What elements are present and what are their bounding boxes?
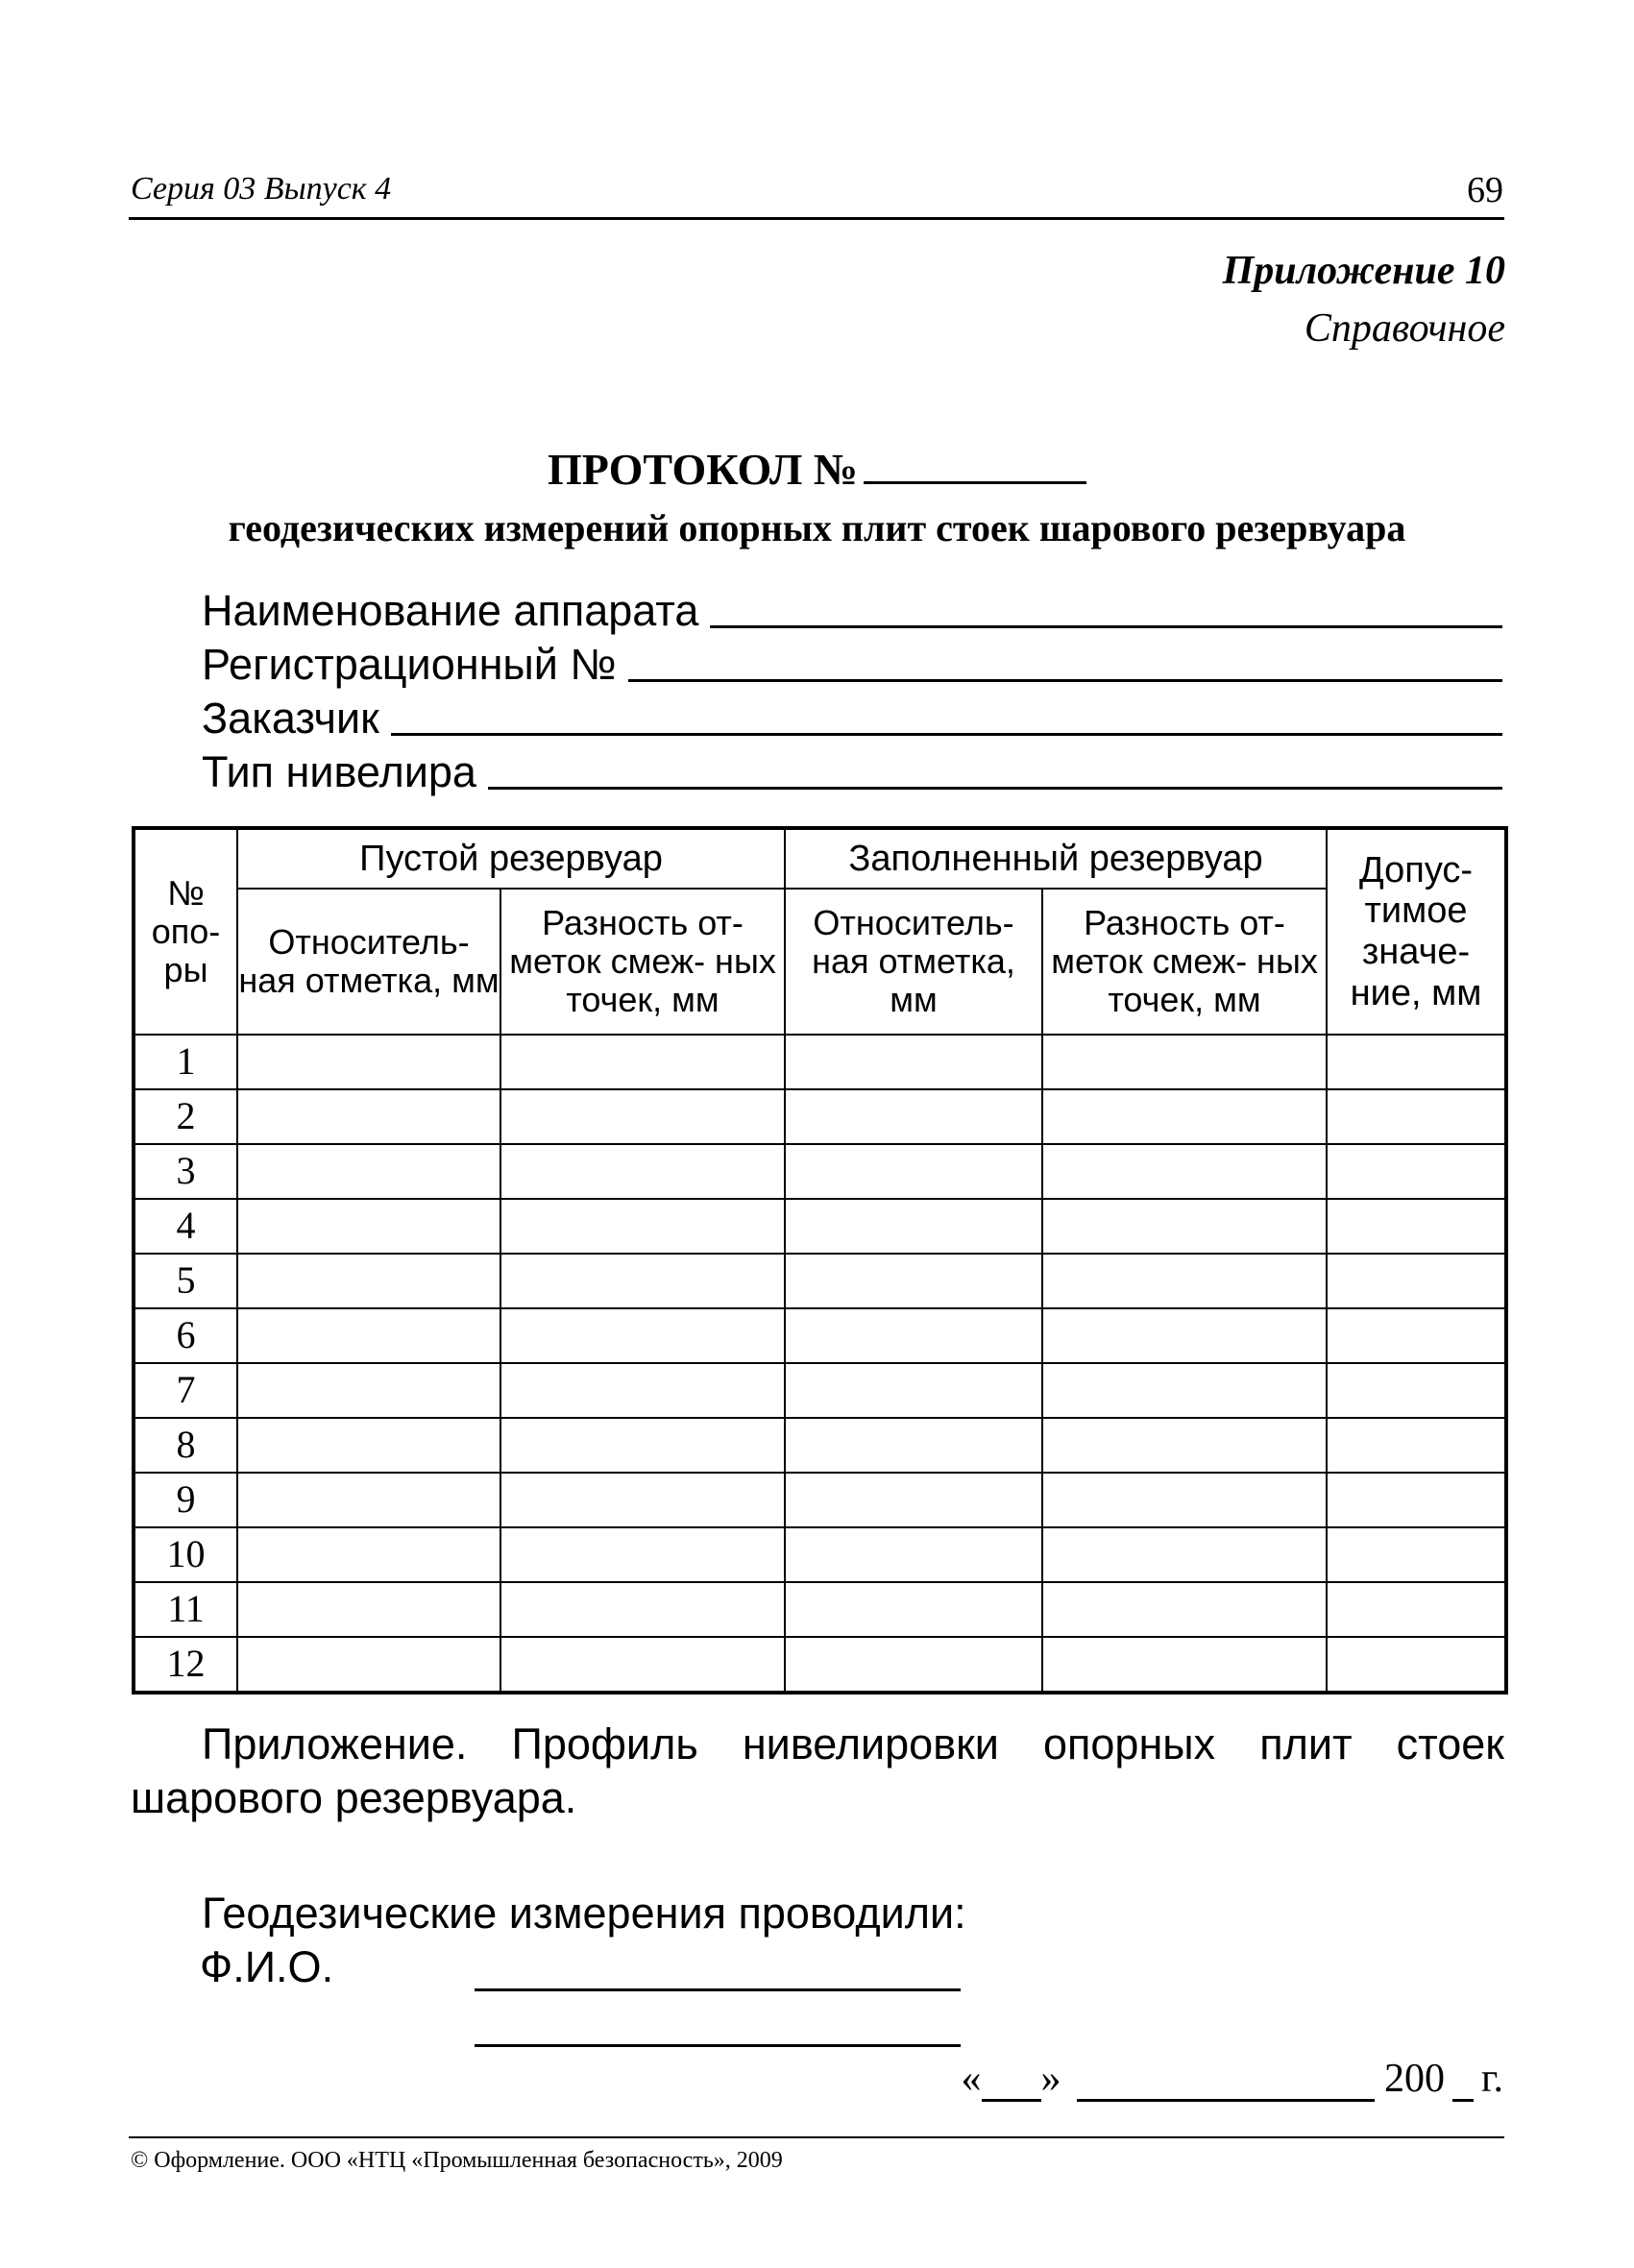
field-label: Регистрационный № xyxy=(202,640,617,689)
empty-cell xyxy=(500,1254,785,1308)
year-prefix: 200 xyxy=(1384,2057,1445,2101)
empty-cell xyxy=(785,1144,1042,1199)
empty-cell xyxy=(500,1035,785,1089)
signature-line xyxy=(475,2044,961,2047)
support-number-cell: 4 xyxy=(134,1199,237,1254)
empty-cell xyxy=(237,1473,500,1527)
empty-cell xyxy=(1042,1582,1327,1637)
support-number-cell: 7 xyxy=(134,1363,237,1418)
table-row xyxy=(134,1363,1506,1418)
empty-cell xyxy=(1327,1089,1506,1144)
col-empty-mark-difference: Разность от- меток смеж- ных точек, мм xyxy=(500,889,785,1035)
field-label: Заказчик xyxy=(202,694,379,743)
page-number: 69 xyxy=(1467,170,1503,210)
protocol-title xyxy=(0,444,1634,495)
empty-cell xyxy=(785,1035,1042,1089)
empty-cell xyxy=(237,1199,500,1254)
table-row xyxy=(134,1527,1506,1582)
measurements-table xyxy=(132,826,1508,1695)
empty-cell xyxy=(1042,1035,1327,1089)
field-customer xyxy=(202,690,1502,743)
empty-cell xyxy=(1327,1308,1506,1363)
empty-cell xyxy=(1042,1199,1327,1254)
empty-cell xyxy=(1327,1199,1506,1254)
empty-cell xyxy=(785,1582,1042,1637)
table-row xyxy=(134,1254,1506,1308)
empty-cell xyxy=(500,1527,785,1582)
empty-cell xyxy=(237,1527,500,1582)
support-number-cell: 5 xyxy=(134,1254,237,1308)
empty-cell xyxy=(237,1418,500,1473)
empty-cell xyxy=(500,1089,785,1144)
table-row xyxy=(134,1582,1506,1637)
empty-cell xyxy=(237,1089,500,1144)
support-number-cell: 12 xyxy=(134,1637,237,1693)
col-support-number: № опо- ры xyxy=(134,828,237,1035)
empty-cell xyxy=(785,1308,1042,1363)
field-label: Тип нивелира xyxy=(202,747,476,796)
table-row xyxy=(134,1473,1506,1527)
empty-cell xyxy=(1327,1144,1506,1199)
table-row xyxy=(134,1089,1506,1144)
empty-cell xyxy=(237,1363,500,1418)
year-blank xyxy=(1452,2064,1474,2102)
empty-cell xyxy=(1042,1637,1327,1693)
support-number-cell: 9 xyxy=(134,1473,237,1527)
col-empty-relative-mark: Относитель- ная отметка, мм xyxy=(237,889,500,1035)
empty-cell xyxy=(1042,1473,1327,1527)
empty-cell xyxy=(785,1089,1042,1144)
date-line xyxy=(962,2056,1504,2102)
empty-cell xyxy=(1042,1418,1327,1473)
empty-cell xyxy=(1327,1254,1506,1308)
support-number-cell: 1 xyxy=(134,1035,237,1089)
empty-cell xyxy=(1327,1473,1506,1527)
empty-cell xyxy=(1327,1637,1506,1693)
support-number-cell: 3 xyxy=(134,1144,237,1199)
empty-cell xyxy=(237,1637,500,1693)
empty-cell xyxy=(1042,1089,1327,1144)
field-label: Наименование аппарата xyxy=(202,586,699,635)
empty-cell xyxy=(1327,1527,1506,1582)
empty-cell xyxy=(785,1199,1042,1254)
date-close-quote: » xyxy=(1040,2057,1061,2101)
table-row xyxy=(134,1418,1506,1473)
table-row xyxy=(134,1308,1506,1363)
empty-cell xyxy=(785,1363,1042,1418)
footer-rule xyxy=(129,2136,1504,2138)
field-apparatus-name xyxy=(202,582,1502,635)
table-row xyxy=(134,1199,1506,1254)
group-filled-tank: Заполненный резервуар xyxy=(785,828,1327,889)
table-row xyxy=(134,1035,1506,1089)
copyright-footer: © Оформление. ООО «НТЦ «Промышленная безопасность», 2009 xyxy=(131,2148,783,2173)
empty-cell xyxy=(237,1144,500,1199)
empty-cell xyxy=(1327,1363,1506,1418)
empty-cell xyxy=(1042,1363,1327,1418)
empty-cell xyxy=(500,1637,785,1693)
empty-cell xyxy=(500,1308,785,1363)
empty-cell xyxy=(500,1418,785,1473)
empty-cell xyxy=(1042,1144,1327,1199)
table-row xyxy=(134,1144,1506,1199)
support-number-cell: 10 xyxy=(134,1527,237,1582)
empty-cell xyxy=(1327,1035,1506,1089)
empty-cell xyxy=(1327,1582,1506,1637)
empty-cell xyxy=(785,1418,1042,1473)
empty-cell xyxy=(785,1637,1042,1693)
table-row xyxy=(134,1637,1506,1693)
fill-in-line xyxy=(488,787,1502,790)
header-rule xyxy=(129,217,1504,220)
series-label: Серия 03 Выпуск 4 xyxy=(131,171,392,207)
support-number-cell: 8 xyxy=(134,1418,237,1473)
appendix-title: Приложение 10 xyxy=(1222,249,1505,293)
col-filled-relative-mark: Относитель- ная отметка, мм xyxy=(785,889,1042,1035)
empty-cell xyxy=(500,1473,785,1527)
empty-cell xyxy=(785,1527,1042,1582)
month-blank xyxy=(1077,2064,1375,2102)
signature-line xyxy=(475,1988,961,1991)
protocol-number-blank xyxy=(864,447,1086,484)
fill-in-line xyxy=(710,625,1502,628)
empty-cell xyxy=(785,1254,1042,1308)
support-number-cell: 11 xyxy=(134,1582,237,1637)
appendix-note: Приложение. Профиль нивелировки опорных плит стоек шарового резервуара. xyxy=(131,1719,1504,1822)
appendix-subtitle: Справочное xyxy=(1304,306,1505,351)
empty-cell xyxy=(500,1363,785,1418)
field-level-type xyxy=(202,744,1502,796)
empty-cell xyxy=(500,1582,785,1637)
empty-cell xyxy=(1327,1418,1506,1473)
fill-in-line xyxy=(391,733,1502,736)
fill-in-line xyxy=(628,679,1502,682)
empty-cell xyxy=(785,1473,1042,1527)
empty-cell xyxy=(237,1308,500,1363)
year-suffix: г. xyxy=(1481,2057,1503,2101)
empty-cell xyxy=(500,1144,785,1199)
col-filled-mark-difference: Разность от- меток смеж- ных точек, мм xyxy=(1042,889,1327,1035)
day-blank xyxy=(982,2064,1041,2102)
empty-cell xyxy=(1042,1254,1327,1308)
date-open-quote: « xyxy=(961,2057,982,2101)
measurements-conducted-label: Геодезические измерения проводили: xyxy=(202,1889,966,1938)
protocol-title-text: ПРОТОКОЛ № xyxy=(548,445,858,494)
empty-cell xyxy=(1042,1527,1327,1582)
empty-cell xyxy=(237,1035,500,1089)
fio-label: Ф.И.О. xyxy=(200,1942,334,1991)
support-number-cell: 2 xyxy=(134,1089,237,1144)
empty-cell xyxy=(237,1582,500,1637)
field-registration-number xyxy=(202,636,1502,689)
empty-cell xyxy=(237,1254,500,1308)
empty-cell xyxy=(1042,1308,1327,1363)
protocol-subtitle: геодезических измерений опорных плит стоек шарового резервуара xyxy=(228,506,1406,549)
support-number-cell: 6 xyxy=(134,1308,237,1363)
group-empty-tank: Пустой резервуар xyxy=(237,828,785,889)
empty-cell xyxy=(500,1199,785,1254)
col-permissible-value: Допус- тимое значе- ние, мм xyxy=(1327,828,1506,1035)
